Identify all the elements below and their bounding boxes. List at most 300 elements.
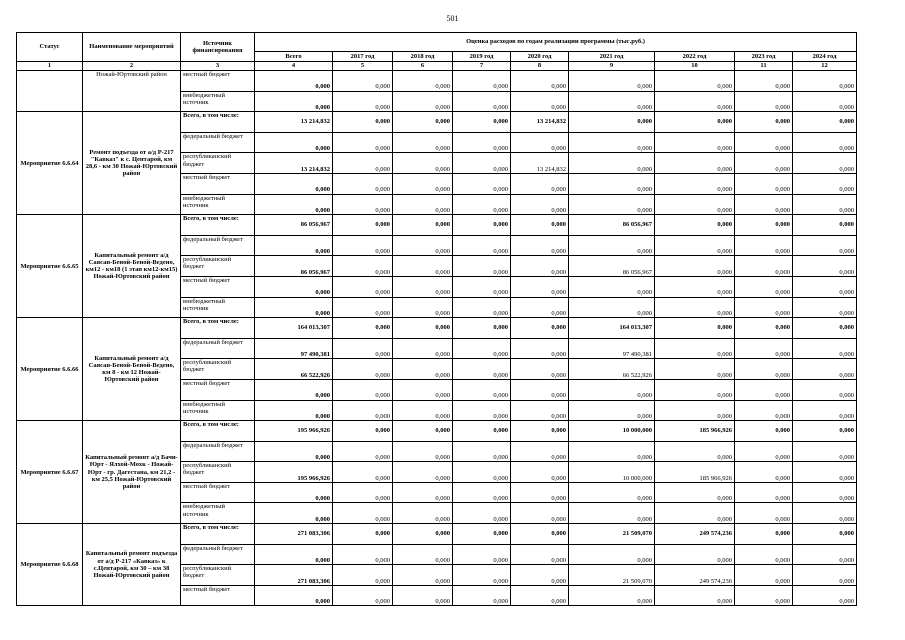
amount-cell: 0,000 (735, 91, 793, 112)
amount-cell: 0,000 (793, 482, 857, 503)
amount-cell: 0,000 (393, 71, 453, 92)
amount-cell: 0,000 (393, 359, 453, 380)
amount-cell: 21 509,070 (569, 524, 655, 545)
amount-cell: 249 574,236 (655, 524, 735, 545)
amount-cell: 0,000 (333, 524, 393, 545)
amount-cell: 0,000 (511, 132, 569, 153)
amount-cell: 0,000 (735, 173, 793, 194)
amount-cell: 0,000 (511, 71, 569, 92)
amount-cell: 164 013,307 (255, 318, 333, 339)
amount-cell: 0,000 (393, 153, 453, 174)
funding-source: местный бюджет (181, 276, 255, 297)
amount-cell: 0,000 (655, 256, 735, 277)
amount-cell: 0,000 (793, 91, 857, 112)
amount-cell: 13 214,832 (511, 112, 569, 133)
amount-cell: 0,000 (333, 503, 393, 524)
amount-cell: 0,000 (453, 194, 511, 215)
funding-source: федеральный бюджет (181, 338, 255, 359)
amount-cell: 0,000 (333, 462, 393, 483)
amount-cell: 0,000 (453, 379, 511, 400)
amount-cell: 0,000 (255, 173, 333, 194)
amount-cell: 0,000 (333, 318, 393, 339)
amount-cell: 0,000 (393, 544, 453, 565)
amount-cell: 0,000 (655, 585, 735, 606)
amount-cell: 0,000 (511, 379, 569, 400)
amount-cell: 0,000 (393, 256, 453, 277)
amount-cell: 0,000 (655, 91, 735, 112)
amount-cell: 0,000 (511, 400, 569, 421)
amount-cell: 0,000 (511, 359, 569, 380)
amount-cell: 0,000 (655, 359, 735, 380)
year-header: 2023 год (735, 52, 793, 62)
amount-cell: 0,000 (333, 379, 393, 400)
amount-cell: 0,000 (333, 132, 393, 153)
amount-cell: 0,000 (393, 503, 453, 524)
amount-cell: 0,000 (393, 379, 453, 400)
amount-cell: 0,000 (333, 173, 393, 194)
amount-cell: 0,000 (655, 112, 735, 133)
amount-cell: 0,000 (255, 503, 333, 524)
measure-name: Капитальный ремонт подъезда от а/д Р-217 «Кавказ» к с.Центарой, км 30 – км 38 Ножай-Юртовский район (83, 524, 181, 606)
year-header: 2020 год (511, 52, 569, 62)
amount-cell: 0,000 (453, 544, 511, 565)
funding-source: местный бюджет (181, 379, 255, 400)
amount-cell: 13 214,832 (255, 112, 333, 133)
amount-cell: 0,000 (511, 524, 569, 545)
amount-cell: 0,000 (333, 544, 393, 565)
amount-cell: 271 083,306 (255, 524, 333, 545)
amount-cell: 0,000 (393, 235, 453, 256)
amount-cell: 0,000 (333, 194, 393, 215)
source-header: Источник финансирования (181, 33, 255, 62)
amount-cell: 0,000 (793, 565, 857, 586)
amount-cell: 0,000 (255, 194, 333, 215)
amount-cell: 0,000 (511, 482, 569, 503)
status-header: Статус (17, 33, 83, 62)
status-cell: Мероприятие 6.6.66 (17, 318, 83, 421)
amount-cell: 0,000 (735, 524, 793, 545)
year-header: 2022 год (655, 52, 735, 62)
amount-cell: 0,000 (393, 338, 453, 359)
amount-cell: 0,000 (393, 585, 453, 606)
amount-cell: 13 214,832 (511, 153, 569, 174)
amount-cell: 0,000 (793, 379, 857, 400)
amount-cell: 0,000 (655, 482, 735, 503)
amount-cell: 0,000 (655, 153, 735, 174)
amount-cell: 0,000 (735, 194, 793, 215)
amount-cell: 0,000 (735, 544, 793, 565)
amount-cell: 0,000 (793, 153, 857, 174)
amount-cell: 0,000 (735, 215, 793, 236)
amount-cell: 66 522,926 (569, 359, 655, 380)
amount-cell: 0,000 (511, 338, 569, 359)
funding-source: республиканский бюджет (181, 256, 255, 277)
amount-cell: 66 522,926 (255, 359, 333, 380)
amount-cell: 0,000 (255, 91, 333, 112)
amount-cell: 0,000 (255, 71, 333, 92)
amount-cell: 0,000 (393, 215, 453, 236)
amount-cell: 0,000 (453, 524, 511, 545)
status-cell: Мероприятие 6.6.68 (17, 524, 83, 606)
amount-cell: 0,000 (511, 173, 569, 194)
amount-cell: 0,000 (511, 194, 569, 215)
table-header (17, 33, 857, 71)
amount-cell: 0,000 (793, 71, 857, 92)
amount-cell: 249 574,236 (655, 565, 735, 586)
column-number: 9 (569, 62, 655, 71)
amount-cell: 0,000 (569, 503, 655, 524)
column-number: 3 (181, 62, 255, 71)
amount-cell: 0,000 (453, 173, 511, 194)
amount-cell: 0,000 (511, 297, 569, 318)
amount-cell: 195 966,926 (255, 421, 333, 442)
funding-source: федеральный бюджет (181, 441, 255, 462)
amount-cell: 0,000 (735, 421, 793, 442)
amount-cell: 0,000 (393, 482, 453, 503)
amount-cell: 0,000 (735, 482, 793, 503)
amount-cell: 0,000 (511, 215, 569, 236)
amount-cell: 10 000,000 (569, 421, 655, 442)
funding-source: местный бюджет (181, 585, 255, 606)
amount-cell: 0,000 (569, 441, 655, 462)
amount-cell: 0,000 (793, 524, 857, 545)
amount-cell: 0,000 (453, 441, 511, 462)
status-cell: Мероприятие 6.6.67 (17, 421, 83, 524)
amount-cell: 0,000 (655, 173, 735, 194)
amount-cell: 0,000 (793, 400, 857, 421)
amount-cell: 0,000 (735, 112, 793, 133)
amount-cell: 0,000 (735, 338, 793, 359)
total-row (17, 112, 857, 133)
amount-cell: 13 214,832 (255, 153, 333, 174)
status-cell (17, 71, 83, 112)
funding-source: внебюджетный источник (181, 503, 255, 524)
amount-cell: 0,000 (453, 503, 511, 524)
amount-cell: 0,000 (569, 194, 655, 215)
amount-cell: 97 490,381 (255, 338, 333, 359)
amount-cell: 0,000 (655, 400, 735, 421)
total-row (17, 421, 857, 442)
amount-cell: 0,000 (735, 256, 793, 277)
amount-cell: 0,000 (511, 256, 569, 277)
amount-cell: 0,000 (333, 256, 393, 277)
amount-cell: 0,000 (393, 400, 453, 421)
amount-cell: 86 056,967 (255, 256, 333, 277)
amount-cell: 0,000 (333, 71, 393, 92)
amount-cell: 0,000 (569, 153, 655, 174)
amount-cell: 0,000 (255, 400, 333, 421)
measure-name: Капитальный ремонт а/д Саясан-Беной-Беной-Ведено, км12 - км18 (1 этап км12-км15) Ножай-Юртовский район (83, 215, 181, 318)
amount-cell: 0,000 (255, 482, 333, 503)
amount-cell: 0,000 (393, 276, 453, 297)
amount-cell: 0,000 (655, 215, 735, 236)
amount-cell: 0,000 (511, 276, 569, 297)
amount-cell: 0,000 (511, 462, 569, 483)
amount-cell: 271 083,306 (255, 565, 333, 586)
funding-source: местный бюджет (181, 71, 255, 92)
amount-cell: 0,000 (793, 503, 857, 524)
funding-source: Всего, в том числе: (181, 318, 255, 339)
year-header: 2017 год (333, 52, 393, 62)
amount-cell: 0,000 (793, 441, 857, 462)
amount-cell: 0,000 (333, 359, 393, 380)
amount-cell: 195 966,926 (255, 462, 333, 483)
column-number: 8 (511, 62, 569, 71)
amount-cell: 0,000 (735, 359, 793, 380)
amount-cell: 10 000,000 (569, 462, 655, 483)
amount-cell: 0,000 (393, 112, 453, 133)
amount-cell: 0,000 (333, 235, 393, 256)
amount-cell: 0,000 (255, 544, 333, 565)
amount-cell: 0,000 (255, 379, 333, 400)
amount-cell: 0,000 (453, 297, 511, 318)
amount-cell: 0,000 (793, 194, 857, 215)
funding-source: Всего, в том числе: (181, 112, 255, 133)
amount-cell: 0,000 (793, 215, 857, 236)
amount-cell: 0,000 (793, 256, 857, 277)
amount-cell: 0,000 (333, 215, 393, 236)
funding-source: федеральный бюджет (181, 132, 255, 153)
amount-cell: 0,000 (255, 132, 333, 153)
amount-cell: 0,000 (569, 297, 655, 318)
column-number: 7 (453, 62, 511, 71)
amount-cell: 0,000 (333, 91, 393, 112)
amount-cell: 0,000 (393, 318, 453, 339)
amount-cell: 0,000 (255, 276, 333, 297)
amount-cell: 0,000 (655, 379, 735, 400)
funding-source: местный бюджет (181, 173, 255, 194)
amount-cell: 0,000 (333, 338, 393, 359)
amount-cell: 86 056,967 (569, 256, 655, 277)
amount-cell: 0,000 (569, 132, 655, 153)
amount-cell: 21 509,070 (569, 565, 655, 586)
column-number: 5 (333, 62, 393, 71)
funding-source: внебюджетный источник (181, 194, 255, 215)
amount-cell: 0,000 (511, 318, 569, 339)
amount-cell: 0,000 (453, 215, 511, 236)
funding-source: федеральный бюджет (181, 235, 255, 256)
amount-cell: 0,000 (453, 565, 511, 586)
amount-cell: 0,000 (393, 173, 453, 194)
funding-source: Всего, в том числе: (181, 215, 255, 236)
amount-cell: 0,000 (393, 91, 453, 112)
amount-cell: 0,000 (333, 400, 393, 421)
funding-source: внебюджетный источник (181, 91, 255, 112)
amount-cell: 0,000 (735, 565, 793, 586)
amount-cell: 0,000 (655, 71, 735, 92)
amount-cell: 0,000 (793, 585, 857, 606)
amount-cell: 0,000 (569, 585, 655, 606)
amount-cell: 0,000 (735, 276, 793, 297)
amount-cell: 0,000 (333, 565, 393, 586)
amount-cell: 0,000 (255, 441, 333, 462)
amount-cell: 0,000 (655, 503, 735, 524)
amount-cell: 0,000 (793, 132, 857, 153)
amount-cell: 0,000 (655, 297, 735, 318)
amount-cell: 0,000 (255, 297, 333, 318)
amount-cell: 0,000 (735, 400, 793, 421)
amount-cell: 0,000 (655, 441, 735, 462)
amount-cell: 0,000 (735, 503, 793, 524)
amount-cell: 0,000 (793, 462, 857, 483)
amount-cell: 0,000 (453, 359, 511, 380)
amount-cell: 0,000 (393, 297, 453, 318)
amount-cell: 0,000 (793, 421, 857, 442)
amount-cell: 0,000 (793, 112, 857, 133)
amount-cell: 0,000 (735, 153, 793, 174)
funding-source: республиканский бюджет (181, 153, 255, 174)
amount-cell: 0,000 (453, 482, 511, 503)
amount-cell: 0,000 (453, 71, 511, 92)
measure-name: Капитальный ремонт а/д Бачи-Юрт - Ялхой-Мохк - Ножай-Юрт - гр. Дагестана, км 21,2 - км 25,5 Ножай-Юртовский район (83, 421, 181, 524)
amount-cell: 0,000 (655, 132, 735, 153)
amount-cell: 0,000 (393, 194, 453, 215)
amount-cell: 0,000 (393, 524, 453, 545)
funding-source: республиканский бюджет (181, 462, 255, 483)
measure-name: Капитальный ремонт а/д Саясан-Беной-Беной-Ведено, км 8 - км 12 Ножай-Юртовский район (83, 318, 181, 421)
funding-source: республиканский бюджет (181, 359, 255, 380)
amount-cell: 0,000 (511, 565, 569, 586)
amount-cell: 0,000 (569, 276, 655, 297)
amount-cell: 0,000 (569, 112, 655, 133)
measure-name: Ножай-Юртовский район (83, 71, 181, 112)
amount-cell: 185 966,926 (655, 462, 735, 483)
amount-cell: 0,000 (453, 585, 511, 606)
amount-cell: 0,000 (453, 276, 511, 297)
amount-cell: 0,000 (793, 544, 857, 565)
amount-cell: 0,000 (569, 71, 655, 92)
amount-cell: 0,000 (453, 132, 511, 153)
expenses-table (16, 32, 857, 606)
amount-cell: 0,000 (393, 462, 453, 483)
amount-cell: 0,000 (569, 91, 655, 112)
funding-source: Всего, в том числе: (181, 421, 255, 442)
amount-cell: 0,000 (511, 544, 569, 565)
amount-cell: 0,000 (393, 421, 453, 442)
amount-cell: 0,000 (793, 235, 857, 256)
amount-cell: 0,000 (735, 318, 793, 339)
amount-cell: 0,000 (511, 91, 569, 112)
column-number: 4 (255, 62, 333, 71)
total-row (17, 524, 857, 545)
amount-cell: 0,000 (333, 441, 393, 462)
amount-cell: 0,000 (655, 235, 735, 256)
amount-cell: 185 966,926 (655, 421, 735, 442)
status-cell: Мероприятие 6.6.65 (17, 215, 83, 318)
amount-cell: 0,000 (393, 132, 453, 153)
amount-cell: 0,000 (569, 173, 655, 194)
estimate-header: Оценка расходов по годам реализации программы (тыс.руб.) (255, 33, 857, 52)
status-cell: Мероприятие 6.6.64 (17, 112, 83, 215)
amount-cell: 0,000 (569, 235, 655, 256)
amount-cell: 0,000 (511, 421, 569, 442)
amount-cell: 0,000 (735, 585, 793, 606)
table-row (17, 71, 857, 92)
amount-cell: 0,000 (735, 297, 793, 318)
amount-cell: 0,000 (655, 276, 735, 297)
amount-cell: 164 013,307 (569, 318, 655, 339)
amount-cell: 0,000 (453, 318, 511, 339)
amount-cell: 0,000 (735, 71, 793, 92)
amount-cell: 0,000 (333, 421, 393, 442)
amount-cell: 0,000 (793, 276, 857, 297)
amount-cell: 0,000 (333, 482, 393, 503)
amount-cell: 97 490,381 (569, 338, 655, 359)
amount-cell: 86 056,967 (569, 215, 655, 236)
funding-source: внебюджетный источник (181, 297, 255, 318)
amount-cell: 0,000 (735, 235, 793, 256)
amount-cell: 0,000 (569, 544, 655, 565)
total-row (17, 318, 857, 339)
amount-cell: 0,000 (569, 482, 655, 503)
amount-cell: 0,000 (735, 441, 793, 462)
funding-source: местный бюджет (181, 482, 255, 503)
amount-cell: 0,000 (655, 318, 735, 339)
amount-cell: 0,000 (511, 235, 569, 256)
amount-cell: 0,000 (655, 194, 735, 215)
measure-name: Ремонт подъезда от а/д Р-217 "Кавказ" к с. Центарой, км 28,6 - км 30 Ножай-Юртовский район (83, 112, 181, 215)
amount-cell: 0,000 (453, 256, 511, 277)
funding-source: федеральный бюджет (181, 544, 255, 565)
column-number: 12 (793, 62, 857, 71)
amount-cell: 0,000 (333, 297, 393, 318)
amount-cell: 0,000 (333, 153, 393, 174)
amount-cell: 0,000 (511, 585, 569, 606)
amount-cell: 0,000 (255, 585, 333, 606)
amount-cell: 0,000 (333, 112, 393, 133)
funding-source: внебюджетный источник (181, 400, 255, 421)
table-body (17, 71, 857, 606)
funding-source: Всего, в том числе: (181, 524, 255, 545)
column-number: 10 (655, 62, 735, 71)
funding-source: республиканский бюджет (181, 565, 255, 586)
column-number: 1 (17, 62, 83, 71)
amount-cell: 0,000 (735, 462, 793, 483)
amount-cell: 0,000 (453, 235, 511, 256)
amount-cell: 0,000 (569, 400, 655, 421)
amount-cell: 0,000 (511, 441, 569, 462)
column-number: 2 (83, 62, 181, 71)
amount-cell: 0,000 (655, 544, 735, 565)
column-number: 11 (735, 62, 793, 71)
amount-cell: 0,000 (453, 91, 511, 112)
amount-cell: 0,000 (453, 400, 511, 421)
amount-cell: 0,000 (255, 235, 333, 256)
amount-cell: 0,000 (453, 338, 511, 359)
amount-cell: 0,000 (735, 132, 793, 153)
amount-cell: 0,000 (793, 318, 857, 339)
amount-cell: 0,000 (333, 585, 393, 606)
total-row (17, 215, 857, 236)
amount-cell: 0,000 (453, 421, 511, 442)
year-header: 2018 год (393, 52, 453, 62)
amount-cell: 0,000 (735, 379, 793, 400)
name-header: Наименование мероприятий (83, 33, 181, 62)
column-number: 6 (393, 62, 453, 71)
year-header: 2021 год (569, 52, 655, 62)
year-header: Всего (255, 52, 333, 62)
year-header: 2024 год (793, 52, 857, 62)
amount-cell: 0,000 (793, 173, 857, 194)
amount-cell: 0,000 (793, 359, 857, 380)
amount-cell: 0,000 (393, 565, 453, 586)
amount-cell: 0,000 (569, 379, 655, 400)
amount-cell: 0,000 (655, 338, 735, 359)
amount-cell: 0,000 (793, 338, 857, 359)
amount-cell: 0,000 (393, 441, 453, 462)
amount-cell: 0,000 (453, 153, 511, 174)
amount-cell: 0,000 (453, 462, 511, 483)
